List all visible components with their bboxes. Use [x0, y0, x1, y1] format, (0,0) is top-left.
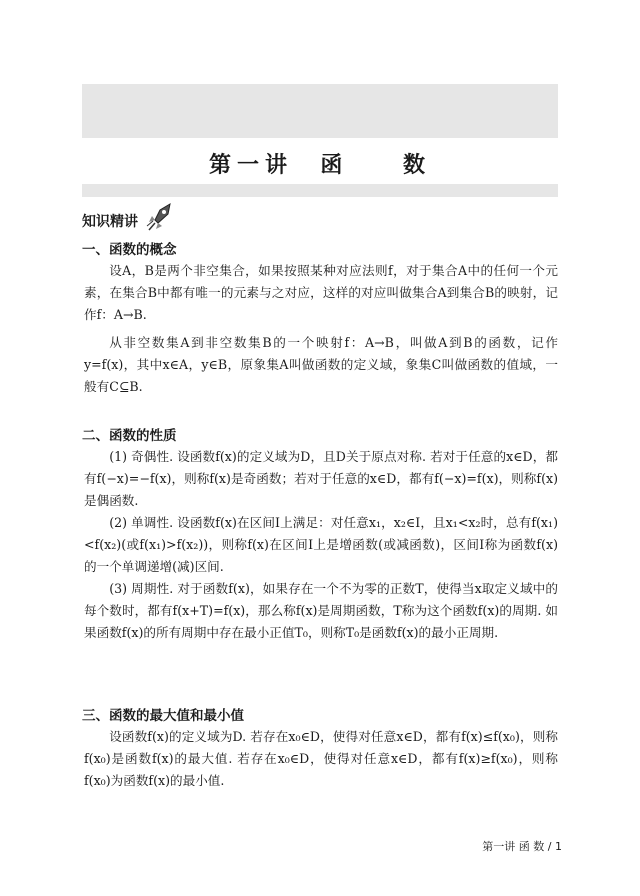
paragraph: (1) 奇偶性. 设函数f(x)的定义域为D，且D关于原点对称. 若对于任意的x∈D，都有f(−x)=−f(x)，则称f(x)是奇函数；若对于任意的x∈D，都有f(−x)=f(x)，则称f(x)是偶函数.: [84, 449, 558, 508]
paragraph: (3) 周期性. 对于函数f(x)，如果存在一个不为零的正数T，使得当x取定义域中的每个数时，都有f(x+T)=f(x)，那么称f(x)是周期函数，T称为这个函数f(x)的周期. 如果函数f(x)的所有周期中存在最小正值T₀，则称T₀是函数f(x)的最小正周期.: [84, 581, 558, 640]
section-title-properties: 二、函数的性质: [82, 428, 177, 444]
paragraph: 设A，B是两个非空集合，如果按照某种对应法则f，对于集合A中的任何一个元素，在集合B中都有唯一的元素与之对应，这样的对应叫做集合A到集合B的映射，记作f：A→B.: [84, 263, 558, 322]
section-title-extrema: 三、函数的最大值和最小值: [82, 708, 244, 724]
paragraph: (2) 单调性. 设函数f(x)在区间I上满足：对任意x₁，x₂∈I，且x₁<x₂时，总有f(x₁)<f(x₂)(或f(x₁)>f(x₂))，则称f(x)在区间I上是增函数(或减函数)，区间I称为函数f(x)的一个单调递增(减)区间.: [84, 515, 558, 574]
section-body-concept: [84, 260, 558, 398]
knowledge-section-label: 知识精讲: [82, 214, 138, 230]
chapter-title: 第一讲 函 数: [209, 153, 431, 178]
page-footer: 第一讲 函 数 / 1: [482, 840, 562, 853]
paragraph: 从非空数集A到非空数集B的一个映射f：A→B，叫做A到B的函数，记作y=f(x)，其中x∈A，y∈B，原象集A叫做函数的定义域，象集C叫做函数的值域，一般有C⊆B.: [84, 335, 558, 394]
paragraph: 设函数f(x)的定义域为D. 若存在x₀∈D，使得对任意x∈D，都有f(x)≤f(x₀)，则称f(x₀)是函数f(x)的最大值. 若存在x₀∈D，使得对任意x∈D，都有f(x)≥f(x₀)，则称f(x₀)为函数f(x)的最小值.: [84, 729, 558, 788]
chapter-banner-bottom: [82, 184, 558, 197]
chapter-banner-top: [82, 84, 558, 138]
section-title-concept: 一、函数的概念: [82, 242, 177, 258]
section-body-properties: [84, 446, 558, 644]
section-body-extrema: [84, 726, 558, 792]
rocket-icon: [146, 202, 174, 232]
